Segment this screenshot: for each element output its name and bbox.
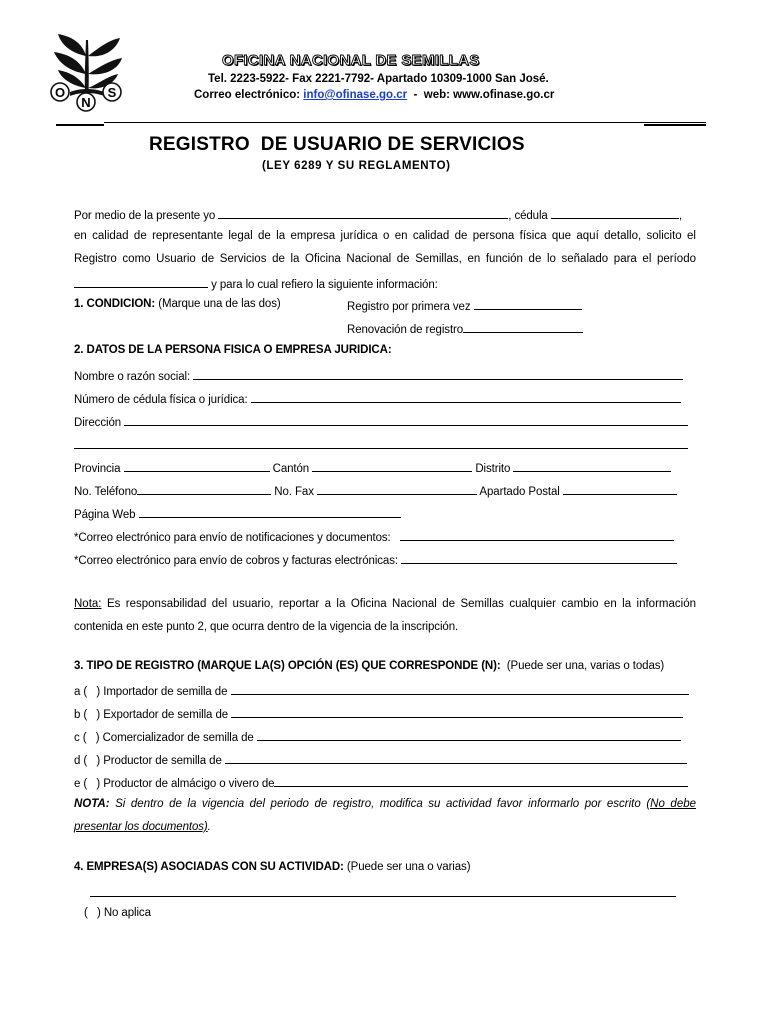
section-1-note: (Marque una de las dos) [158,298,281,310]
tipo-registro-c-field[interactable] [257,729,681,741]
nombre-field[interactable] [193,368,683,380]
pagina-web-label: Página Web [74,509,136,521]
telefono-label: No. Teléfono [74,486,138,498]
section-1-heading [74,298,281,310]
tipo-registro-item [74,752,687,767]
tipo-registro-item [74,775,688,790]
condicion-primera-label: Registro por primera vez [347,301,471,313]
section-3-title: 3. TIPO DE REGISTRO (MARQUE LA(S) OPCIÓN (ES) QUE CORRESPONDE (N): [74,660,501,672]
contact-email-line [194,89,554,101]
ons-logo [40,26,132,118]
correo-notificaciones-field[interactable] [400,529,674,541]
cedula-label: Número de cédula física o jurídica: [74,394,248,406]
direccion-field-line-2[interactable] [74,448,688,449]
apartado-field[interactable] [563,483,677,495]
direccion-label: Dirección [74,417,122,429]
correo-cobros-label: *Correo electrónico para envío de cobros y facturas electrónicas: [74,555,398,567]
logo-letter-s: S [107,85,117,100]
contact-line: Tel. 2223-5922- Fax 2221-7792- Apartado 10309-1000 San José. [208,73,549,85]
cedula-row [74,391,681,406]
page-subtitle: (LEY 6289 Y SU REGLAMENTO) [262,160,451,172]
nota-3-line-2 [74,821,211,833]
nombre-row [74,368,683,383]
tipo-registro-e-label: e ( ) Productor de almácigo o vivero de [74,778,275,790]
nota-2-line-2: contenida en este punto 2, que ocurra dentro de la vigencia de la inscripción. [74,621,459,633]
email-link[interactable]: info@ofinase.go.cr [303,89,408,101]
correo-cobros-field[interactable] [401,552,677,564]
correo-notificaciones-label: *Correo electrónico para envío de notificaciones y documentos: [74,532,391,544]
empresas-asociadas-field[interactable] [90,896,676,897]
header-rule-right [644,124,706,126]
tipo-registro-b-label: b ( ) Exportador de semilla de [74,709,229,721]
intro-line-2: en calidad de representante legal de la empresa jurídica o en calidad de persona física que aquí detallo, solicito el [74,230,696,242]
correo-notificaciones-row [74,529,674,544]
direccion-field[interactable] [124,414,688,426]
tipo-registro-item [74,729,681,744]
header-separator: - [413,89,418,101]
header-rule [104,122,706,123]
nombre-label: Nombre o razón social: [74,371,191,383]
condicion-option-renovacion [347,321,583,336]
nota-2-line-1 [74,598,696,610]
canton-label: Cantón [272,463,310,475]
fax-field[interactable] [317,483,477,495]
section-4-title: 4. EMPRESA(S) ASOCIADAS CON SU ACTIVIDAD: [74,861,344,873]
intro-line-4 [74,276,438,291]
section-3-heading [74,660,664,672]
intro-text-4: y para lo cual refiero la siguiente información: [211,279,438,291]
pagina-web-field[interactable] [139,506,401,518]
tipo-registro-a-field[interactable] [231,683,689,695]
page-title: REGISTRO DE USUARIO DE SERVICIOS [149,134,525,155]
distrito-field[interactable] [513,460,671,472]
section-4-note: (Puede ser una o varias) [346,861,471,873]
logo-letter-n: N [81,95,91,110]
tipo-registro-a-label: a ( ) Importador de semilla de [74,686,228,698]
nota-3-line-1 [74,798,696,810]
pagina-web-row [74,506,401,521]
nota-3-underline-1: (No debe [646,798,697,810]
nota-3-underline-2: presentar los documentos) [74,821,208,833]
nota-3-text: Si dentro de la vigencia del periodo de registro, modifica su actividad favor informarlo por escrito [115,798,641,810]
email-label: Correo electrónico: [194,89,301,101]
telefono-field[interactable] [137,483,271,495]
provincia-label: Provincia [74,463,121,475]
tipo-registro-c-label: c ( ) Comercializador de semilla de [74,732,254,744]
periodo-field[interactable] [74,276,208,288]
nota-3-label: NOTA: [74,798,110,810]
intro-line-1 [74,207,682,222]
nombre-solicitante-field[interactable] [218,207,508,219]
no-aplica-option[interactable]: ( ) No aplica [84,907,151,919]
tipo-registro-b-field[interactable] [231,706,683,718]
section-2-heading: 2. DATOS DE LA PERSONA FISICA O EMPRESA JURIDICA: [74,344,392,356]
apartado-label: Apartado Postal [479,486,560,498]
telefono-row [74,483,677,498]
distrito-label: Distrito [475,463,511,475]
header-rule-left [56,124,104,126]
nota-3-end: . [207,821,211,833]
condicion-renovacion-field[interactable] [463,321,583,333]
intro-line-3: Registro como Usuario de Servicios de la Oficina Nacional de Semillas, en función de lo señalado para el período [74,253,696,265]
section-3-note: (Puede ser una, varias o todas) [506,660,665,672]
provincia-field[interactable] [124,460,270,472]
logo-letter-o: O [54,85,66,100]
section-1-title: 1. CONDICION: [74,298,156,310]
provincia-row [74,460,671,475]
tipo-registro-item [74,706,683,721]
cedula-solicitante-field[interactable] [551,207,679,219]
tipo-registro-d-field[interactable] [225,752,687,764]
condicion-option-primera [347,298,582,313]
tipo-registro-item [74,683,689,698]
nota-2-text: Es responsabilidad del usuario, reportar a la Oficina Nacional de Semillas cualquier cambio en la información [106,598,696,610]
correo-cobros-row [74,552,677,567]
canton-field[interactable] [312,460,472,472]
condicion-primera-field[interactable] [474,298,582,310]
condicion-renovacion-label: Renovación de registro [347,324,464,336]
section-4-heading [74,861,470,873]
intro-text-a: Por medio de la presente yo [74,210,216,222]
tipo-registro-d-label: d ( ) Productor de semilla de [74,755,222,767]
tipo-registro-e-field[interactable] [274,775,688,787]
nota-2-label: Nota: [74,598,102,610]
direccion-row [74,414,688,429]
fax-label: No. Fax [274,486,314,498]
intro-text-b: , cédula [508,210,548,222]
cedula-field[interactable] [251,391,681,403]
org-name: OFICINA NACIONAL DE SEMILLAS [222,52,480,69]
web-address: web: www.ofinase.go.cr [423,89,555,101]
intro-text-c: , [678,210,682,222]
